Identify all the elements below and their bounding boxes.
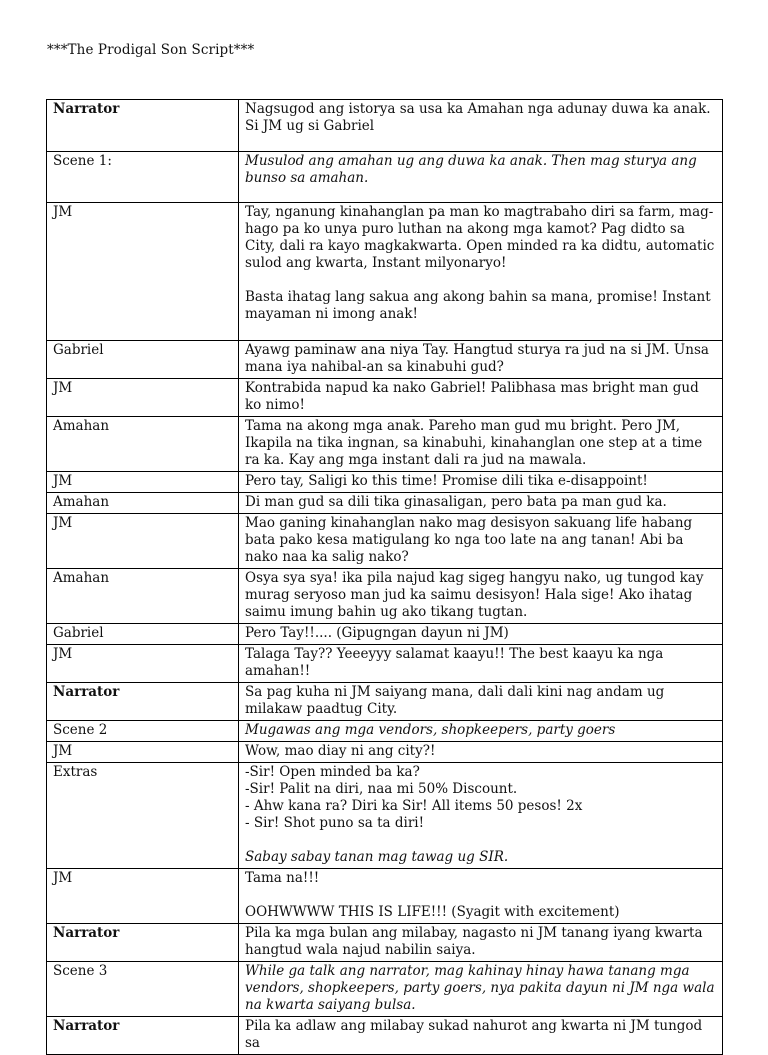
dialogue-text: Talaga Tay?? Yeeeyyy salamat kaayu!! The best kaayu ka nga amahan!! <box>245 646 664 679</box>
dialogue-cell <box>239 962 723 1017</box>
dialogue-text: OOHWWWW THIS IS LIFE!!! (Syagit with excitement) <box>245 904 620 920</box>
dialogue-cell <box>239 569 723 624</box>
speaker-cell: JM <box>47 869 239 924</box>
dialogue-cell <box>239 763 723 869</box>
speaker-cell: Amahan <box>47 493 239 514</box>
dialogue-cell <box>239 341 723 379</box>
script-row <box>47 742 723 763</box>
speaker-cell: Narrator <box>47 924 239 962</box>
speaker-cell: JM <box>47 645 239 683</box>
script-row <box>47 924 723 962</box>
speaker-cell: Narrator <box>47 100 239 152</box>
script-row <box>47 962 723 1017</box>
dialogue-cell <box>239 624 723 645</box>
speaker-cell: Narrator <box>47 1017 239 1055</box>
script-row <box>47 100 723 152</box>
speaker-cell: JM <box>47 203 239 341</box>
dialogue-text: Pila ka mga bulan ang milabay, nagasto ni JM tanang iyang kwarta hangtud wala najud nabilin saiya. <box>245 925 703 958</box>
dialogue-cell <box>239 683 723 721</box>
speaker-cell: JM <box>47 742 239 763</box>
script-row <box>47 493 723 514</box>
dialogue-cell <box>239 152 723 203</box>
dialogue-text: Tay, nganung kinahanglan pa man ko magtrabaho diri sa farm, mag-hago pa ko unya puro luthan na akong mga kamot? Pag didto sa City, dali ra kayo magkakwarta. Open minded ra ka didtu, automatic sulod ang kwarta, Instant milyonaryo! <box>245 204 715 271</box>
dialogue-text: Di man gud sa dili tika ginasaligan, pero bata pa man gud ka. <box>245 494 667 510</box>
dialogue-text: Pila ka adlaw ang milabay sukad nahurot ang kwarta ni JM tungod sa <box>245 1018 703 1051</box>
script-row <box>47 763 723 869</box>
stage-direction-text: Mugawas ang mga vendors, shopkeepers, party goers <box>245 722 616 738</box>
dialogue-text: Sa pag kuha ni JM saiyang mana, dali dali kini nag andam ug milakaw paadtug City. <box>245 684 665 717</box>
stage-direction-text: Musulod ang amahan ug ang duwa ka anak. Then mag sturya ang bunso sa amahan. <box>245 153 697 186</box>
dialogue-text: Pero tay, Saligi ko this time! Promise dili tika e-disappoint! <box>245 473 648 489</box>
speaker-cell: Scene 3 <box>47 962 239 1017</box>
script-row <box>47 1017 723 1055</box>
stage-direction-text: While ga talk ang narrator, mag kahinay hinay hawa tanang mga vendors, shopkeepers, party goers, nya pakita dayun ni JM nga wala na kwarta saiyang bulsa. <box>245 963 715 1013</box>
script-row <box>47 721 723 742</box>
stage-direction-text: Sabay sabay tanan mag tawag ug SIR. <box>245 849 509 865</box>
script-row <box>47 645 723 683</box>
script-row <box>47 379 723 417</box>
dialogue-text: -Sir! Palit na diri, naa mi 50% Discount. <box>245 781 518 797</box>
dialogue-cell <box>239 924 723 962</box>
dialogue-cell <box>239 1017 723 1055</box>
dialogue-text: - Sir! Shot puno sa ta diri! <box>245 815 425 831</box>
speaker-cell: Amahan <box>47 569 239 624</box>
speaker-cell: Gabriel <box>47 624 239 645</box>
dialogue-text: Nagsugod ang istorya sa usa ka Amahan nga adunay duwa ka anak. Si JM ug si Gabriel <box>245 101 711 134</box>
script-row <box>47 869 723 924</box>
dialogue-cell <box>239 742 723 763</box>
speaker-cell: Scene 2 <box>47 721 239 742</box>
dialogue-text: - Ahw kana ra? Diri ka Sir! All items 50 pesos! 2x <box>245 798 583 814</box>
speaker-cell: JM <box>47 379 239 417</box>
dialogue-text: Tama na akong mga anak. Pareho man gud mu bright. Pero JM, Ikapila na tika ingnan, sa kinabuhi, kinahanglan one step at a time ra ka. Kay ang mga instant dali ra jud na mawala. <box>245 418 703 468</box>
speaker-cell: Gabriel <box>47 341 239 379</box>
dialogue-cell <box>239 869 723 924</box>
dialogue-text: Mao ganing kinahanglan nako mag desisyon sakuang life habang bata pako kesa matigulang ko nga too late na ang tanan! Abi ba nako naa ka salig nako? <box>245 515 693 565</box>
dialogue-text: -Sir! Open minded ba ka? <box>245 764 420 780</box>
dialogue-text: Wow, mao diay ni ang city?! <box>245 743 436 759</box>
speaker-cell: Narrator <box>47 683 239 721</box>
script-row <box>47 624 723 645</box>
script-row <box>47 203 723 341</box>
dialogue-cell <box>239 379 723 417</box>
script-row <box>47 514 723 569</box>
script-row <box>47 341 723 379</box>
script-table-body <box>47 100 723 1055</box>
dialogue-cell <box>239 493 723 514</box>
dialogue-cell <box>239 417 723 472</box>
dialogue-cell <box>239 721 723 742</box>
dialogue-text: Basta ihatag lang sakua ang akong bahin sa mana, promise! Instant mayaman ni imong anak! <box>245 289 711 322</box>
script-row <box>47 472 723 493</box>
dialogue-text: Pero Tay!!.... (Gipugngan dayun ni JM) <box>245 625 509 641</box>
speaker-cell: JM <box>47 472 239 493</box>
speaker-cell: Extras <box>47 763 239 869</box>
script-row <box>47 152 723 203</box>
script-row <box>47 569 723 624</box>
dialogue-cell <box>239 472 723 493</box>
dialogue-cell <box>239 100 723 152</box>
script-table <box>46 99 723 1055</box>
speaker-cell: Amahan <box>47 417 239 472</box>
document-title: ***The Prodigal Son Script*** <box>47 42 255 58</box>
script-row <box>47 417 723 472</box>
dialogue-text: Osya sya sya! ika pila najud kag sigeg hangyu nako, ug tungod kay murag seryoso man jud ka saimu desisyon! Hala sige! Ako ihatag saimu imung bahin ug ako tikang tugtan. <box>245 570 704 620</box>
dialogue-cell <box>239 203 723 341</box>
dialogue-text: Tama na!!! <box>245 870 320 886</box>
dialogue-text: Ayawg paminaw ana niya Tay. Hangtud sturya ra jud na si JM. Unsa mana iya nahibal-an sa kinabuhi gud? <box>245 342 709 375</box>
dialogue-text: Kontrabida napud ka nako Gabriel! Palibhasa mas bright man gud ko nimo! <box>245 380 699 413</box>
dialogue-cell <box>239 514 723 569</box>
dialogue-cell <box>239 645 723 683</box>
speaker-cell: JM <box>47 514 239 569</box>
script-row <box>47 683 723 721</box>
speaker-cell: Scene 1: <box>47 152 239 203</box>
